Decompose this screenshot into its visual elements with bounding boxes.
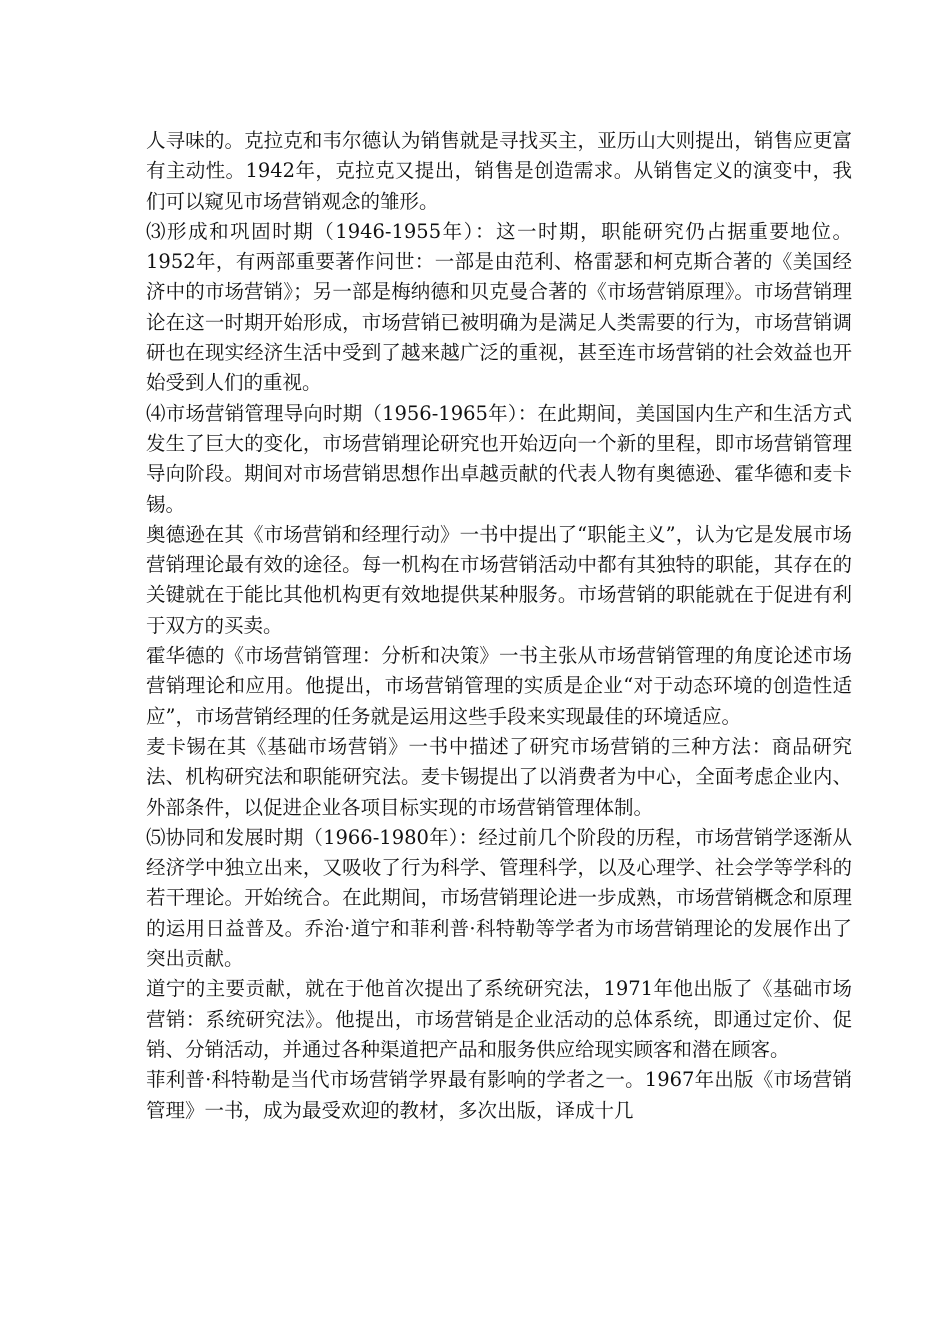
paragraph-sales-definition: 人寻味的。克拉克和韦尔德认为销售就是寻找买主，亚历山大则提出，销售应更富有主动性。1942年，克拉克又提出，销售是创造需求。从销售定义的演变中，我们可以窥见市场营销观念的雏形。 bbox=[146, 129, 852, 213]
paragraph-alderson: 奥德逊在其《市场营销和经理行动》一书中提出了“职能主义”，认为它是发展市场营销理论最有效的途径。每一机构在市场营销活动中都有其独特的职能，其存在的关键就在于能比其他机构更有效地提供某种服务。市场营销的职能就在于促进有利于双方的买卖。 bbox=[146, 522, 852, 637]
paragraph-coordination-period: ⑸协同和发展时期（1966-1980年）：经过前几个阶段的历程，市场营销学逐渐从经济学中独立出来，又吸收了行为科学、管理科学，以及心理学、社会学等学科的若干理论。开始统合。在此期间，市场营销理论进一步成熟，市场营销概念和原理的运用日益普及。乔治·道宁和菲利普·科特勒等学者为市场营销理论的发展作出了突出贡献。 bbox=[146, 825, 852, 971]
paragraph-dowling: 道宁的主要贡献，就在于他首次提出了系统研究法，1971年他出版了《基础市场营销：系统研究法》。他提出，市场营销是企业活动的总体系统，即通过定价、促销、分销活动，并通过各种渠道把产品和服务供应给现实顾客和潜在顾客。 bbox=[146, 977, 852, 1061]
paragraph-kotler: 菲利普·科特勒是当代市场营销学界最有影响的学者之一。1967年出版《市场营销管理》一书，成为最受欢迎的教材，多次出版，译成十几 bbox=[146, 1068, 852, 1122]
document-body bbox=[146, 126, 852, 1126]
paragraph-formation-period: ⑶形成和巩固时期（1946-1955年）：这一时期，职能研究仍占据重要地位。1952年，有两部重要著作问世：一部是由范利、格雷瑟和柯克斯合著的《美国经济中的市场营销》；另一部是梅纳德和贝克曼合著的《市场营销原理》。市场营销理论在这一时期开始形成，市场营销已被明确为是满足人类需要的行为，市场营销调研也在现实经济生活中受到了越来越广泛的重视，甚至连市场营销的社会效益也开始受到人们的重视。 bbox=[146, 219, 852, 395]
paragraph-howard: 霍华德的《市场营销管理：分析和决策》一书主张从市场营销管理的角度论述市场营销理论和应用。他提出，市场营销管理的实质是企业“对于动态环境的创造性适应”，市场营销经理的任务就是运用这些手段来实现最佳的环境适应。 bbox=[146, 644, 852, 728]
paragraph-management-orientation-period: ⑷市场营销管理导向时期（1956-1965年）：在此期间，美国国内生产和生活方式发生了巨大的变化，市场营销理论研究也开始迈向一个新的里程，即市场营销管理导向阶段。期间对市场营销思想作出卓越贡献的代表人物有奥德逊、霍华德和麦卡锡。 bbox=[146, 401, 852, 516]
paragraph-mccarthy: 麦卡锡在其《基础市场营销》一书中描述了研究市场营销的三种方法：商品研究法、机构研究法和职能研究法。麦卡锡提出了以消费者为中心，全面考虑企业内、外部条件，以促进企业各项目标实现的市场营销管理体制。 bbox=[146, 734, 852, 819]
